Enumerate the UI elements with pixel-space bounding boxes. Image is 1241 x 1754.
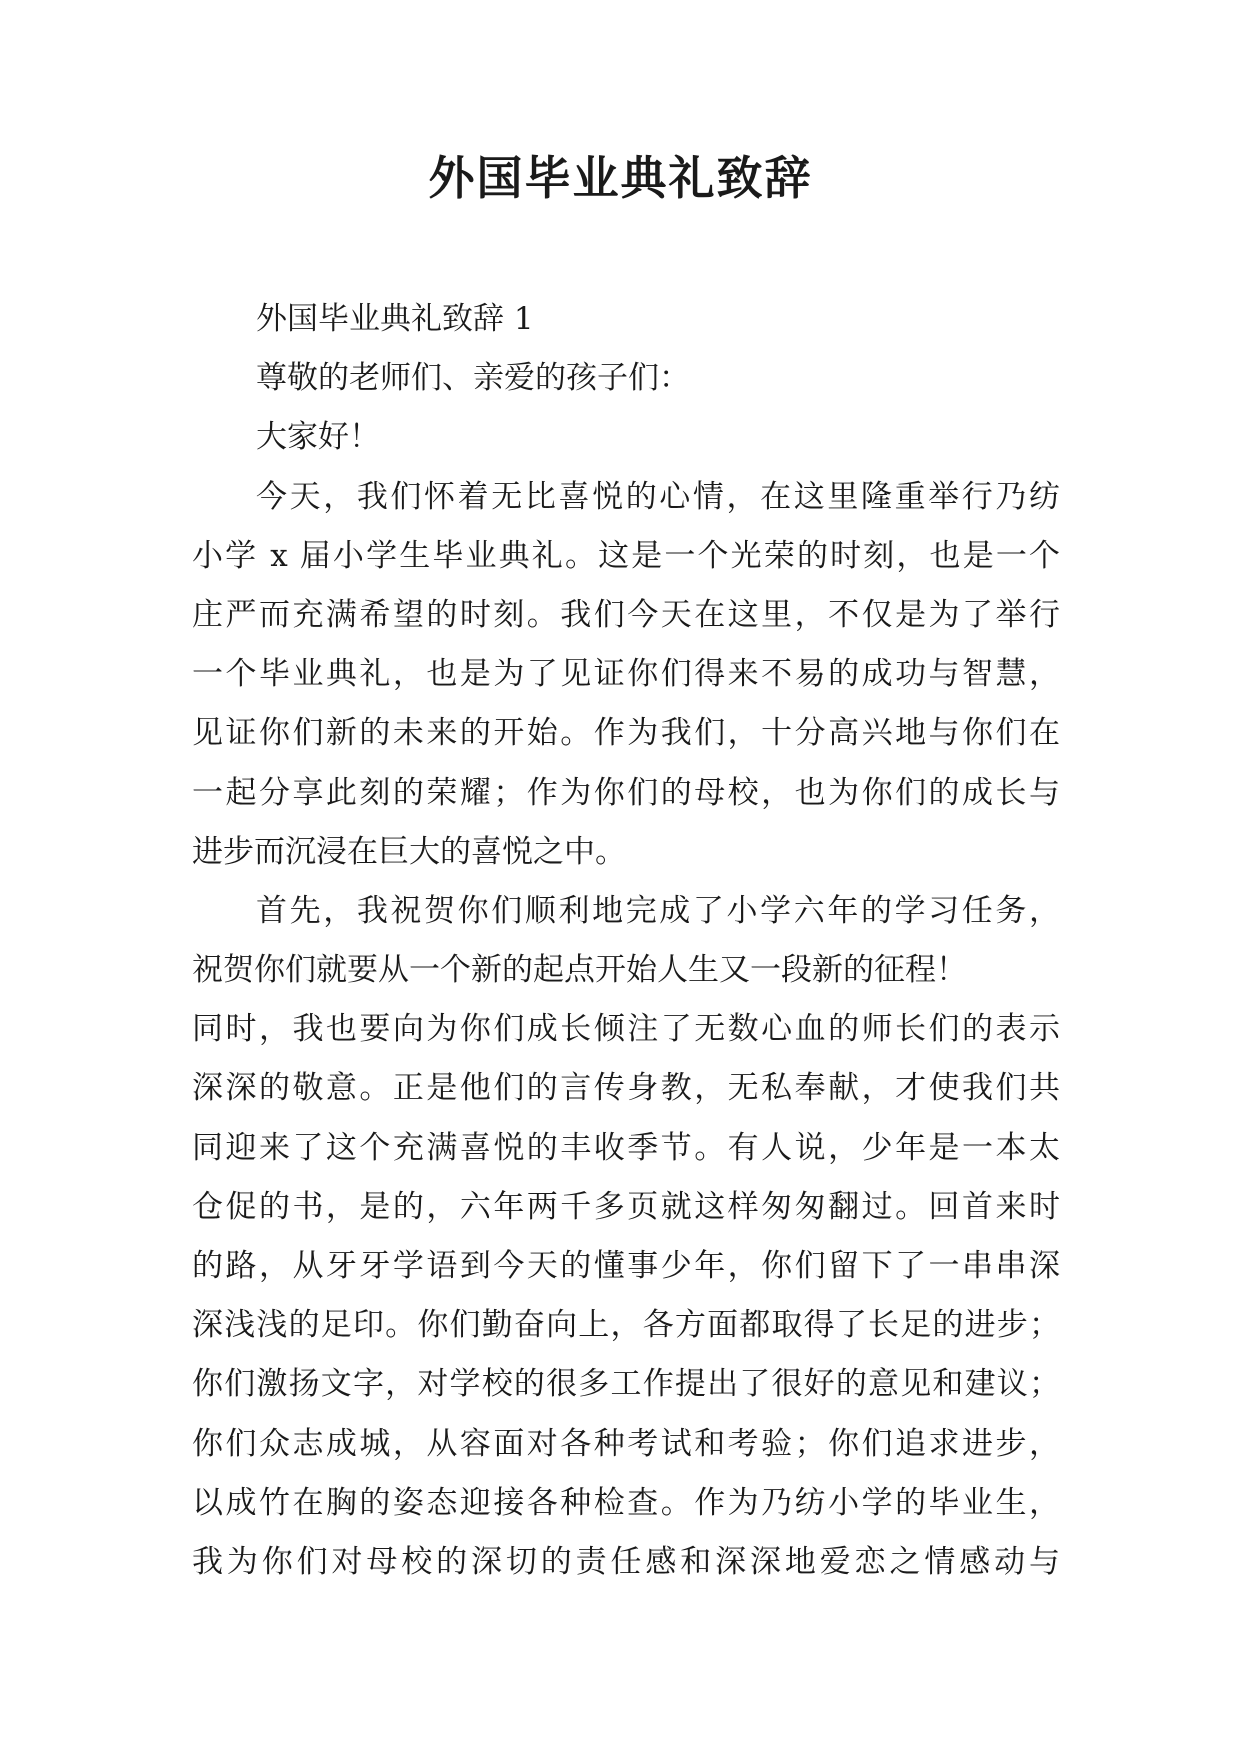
paragraph-line: 你们众志成城，从容面对各种考试和考验；你们追求进步， xyxy=(192,1425,1060,1462)
paragraph-line: 小学 x 届小学生毕业典礼。这是一个光荣的时刻，也是一个 xyxy=(192,537,1060,574)
paragraph-line: 你们激扬文字，对学校的很多工作提出了很好的意见和建议； xyxy=(192,1366,1060,1403)
paragraph-line: 我为你们对母校的深切的责任感和深深地爱恋之情感动与 xyxy=(192,1543,1060,1580)
paragraph-line: 首先，我祝贺你们顺利地完成了小学六年的学习任务， xyxy=(256,892,1060,929)
paragraph-line: 深深的敬意。正是他们的言传身教，无私奉献，才使我们共 xyxy=(192,1070,1060,1107)
paragraph-line: 见证你们新的未来的开始。作为我们，十分高兴地与你们在 xyxy=(192,715,1060,752)
paragraph-line: 同时，我也要向为你们成长倾注了无数心血的师长们的表示 xyxy=(192,1011,1060,1048)
paragraph-line: 深浅浅的足印。你们勤奋向上，各方面都取得了长足的进步； xyxy=(192,1307,1060,1344)
paragraph-line: 庄严而充满希望的时刻。我们今天在这里，不仅是为了举行 xyxy=(192,596,1060,633)
greeting-line: 大家好！ xyxy=(256,419,380,456)
paragraph-line: 一个毕业典礼，也是为了见证你们得来不易的成功与智慧， xyxy=(192,656,1060,693)
section-heading: 外国毕业典礼致辞 1 xyxy=(256,301,534,337)
document-title: 外国毕业典礼致辞 xyxy=(428,151,813,205)
document-body xyxy=(192,290,1060,1592)
paragraph-line: 同迎来了这个充满喜悦的丰收季节。有人说，少年是一本太 xyxy=(192,1129,1060,1166)
paragraph-line: 进步而沉浸在巨大的喜悦之中。 xyxy=(192,833,626,870)
paragraph-line: 一起分享此刻的荣耀；作为你们的母校，也为你们的成长与 xyxy=(192,774,1060,811)
paragraph-line: 以成竹在胸的姿态迎接各种检查。作为乃纺小学的毕业生， xyxy=(192,1484,1060,1521)
salutation-line: 尊敬的老师们、亲爱的孩子们： xyxy=(256,360,690,397)
paragraph-line: 仓促的书，是的，六年两千多页就这样匆匆翻过。回首来时 xyxy=(192,1188,1060,1225)
paragraph-line: 的路，从牙牙学语到今天的懂事少年，你们留下了一串串深 xyxy=(192,1248,1060,1284)
paragraph-line: 祝贺你们就要从一个新的起点开始人生又一段新的征程！ xyxy=(192,952,967,989)
paragraph-line: 今天，我们怀着无比喜悦的心情，在这里隆重举行乃纺 xyxy=(256,478,1060,515)
